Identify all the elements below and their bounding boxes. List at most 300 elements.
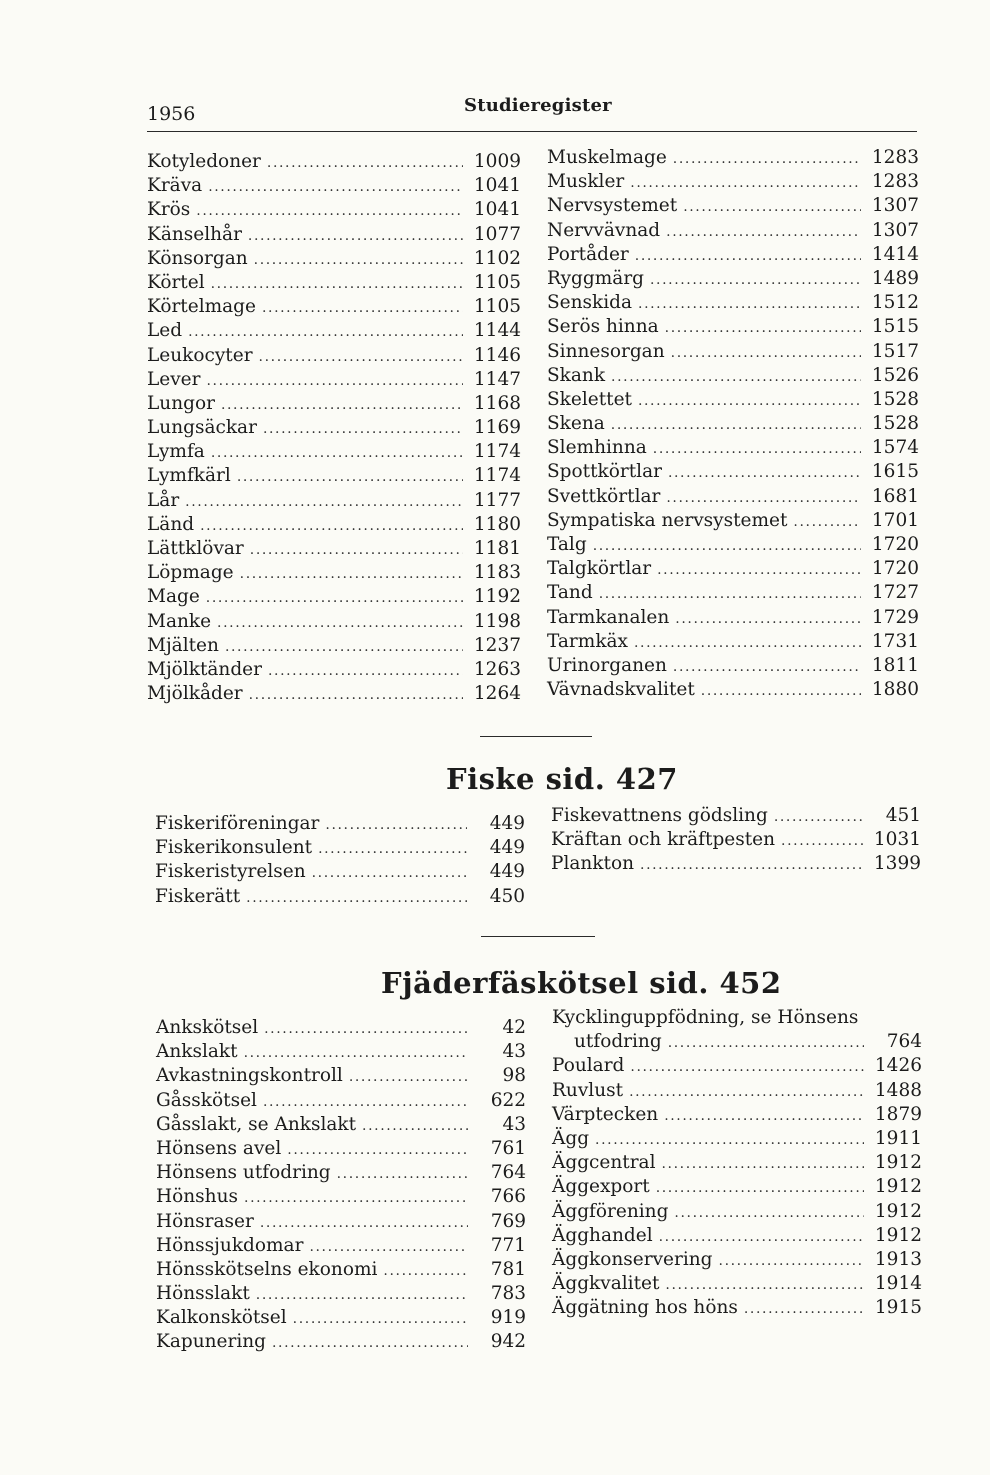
fjaderfa-column-right — [552, 1006, 922, 1320]
page-reference: 1912 — [874, 1176, 922, 1198]
page-reference: 1041 — [473, 199, 521, 221]
page-reference: 1528 — [871, 413, 919, 435]
page-reference: 1720 — [871, 558, 919, 580]
dot-leader — [774, 805, 863, 829]
page-reference: 1283 — [871, 171, 919, 193]
page-reference: 1105 — [473, 296, 521, 318]
index-term: Tarmkanalen — [547, 606, 670, 628]
index-term: Gåsslakt, se Ankslakt — [156, 1113, 357, 1135]
index-term: Mjölktänder — [147, 658, 262, 680]
page-reference: 919 — [490, 1307, 526, 1329]
dot-leader — [244, 1041, 468, 1065]
index-entry — [147, 271, 521, 295]
page-reference: 942 — [490, 1331, 526, 1353]
index-entry — [147, 223, 521, 247]
page-reference: 1912 — [874, 1152, 922, 1174]
index-entry — [147, 634, 521, 658]
index-entry — [147, 174, 521, 198]
index-entry — [147, 295, 521, 319]
page-reference: 1911 — [874, 1127, 922, 1149]
index-entry — [547, 581, 919, 605]
dot-leader — [650, 268, 861, 292]
dot-leader — [225, 635, 463, 659]
dot-leader — [629, 1080, 864, 1104]
dot-leader — [664, 1104, 864, 1128]
fiske-column-left — [155, 812, 525, 909]
index-entry — [147, 561, 521, 585]
index-term: Känselhår — [147, 223, 242, 245]
dot-leader — [673, 147, 861, 171]
index-entry — [552, 1296, 922, 1320]
index-entry — [156, 1089, 526, 1113]
index-entry — [147, 489, 521, 513]
dot-leader — [249, 683, 463, 707]
index-entry — [147, 610, 521, 634]
dot-leader — [264, 1017, 468, 1041]
dot-leader — [337, 1162, 468, 1186]
index-entry — [547, 485, 919, 509]
page-reference: 1399 — [873, 853, 921, 875]
dot-leader — [211, 272, 463, 296]
page-reference: 1913 — [874, 1248, 922, 1270]
index-term: Spottkörtlar — [547, 461, 662, 483]
index-entry — [552, 1151, 922, 1175]
index-entry — [147, 682, 521, 706]
dot-leader — [630, 1055, 864, 1079]
dot-leader — [638, 292, 861, 316]
index-term: Lymfkärl — [147, 465, 231, 487]
page-reference: 1180 — [473, 513, 521, 535]
index-term: Mage — [147, 586, 200, 608]
page-reference: 1811 — [871, 654, 919, 676]
dot-leader — [593, 534, 861, 558]
index-entry — [551, 852, 921, 876]
index-entry — [156, 1185, 526, 1209]
section-title-fjaderfa: Fjäderfäskötsel sid. 452 — [381, 966, 782, 1000]
dot-leader — [208, 175, 463, 199]
dot-leader — [268, 659, 463, 683]
index-entry — [547, 654, 919, 678]
dot-leader — [744, 1297, 864, 1321]
page-reference: 449 — [489, 837, 525, 859]
index-term: Hönsens avel — [156, 1137, 282, 1159]
page-reference: 1528 — [871, 388, 919, 410]
page-reference: 1174 — [473, 441, 521, 463]
dot-leader — [683, 195, 861, 219]
page-reference: 450 — [489, 885, 525, 907]
page-reference: 1729 — [871, 606, 919, 628]
page-reference: 1144 — [473, 320, 521, 342]
index-term: Portåder — [547, 243, 629, 265]
page-reference: 1237 — [473, 634, 521, 656]
dot-leader — [256, 1283, 468, 1307]
page-reference: 1615 — [871, 461, 919, 483]
section-divider — [480, 736, 592, 737]
index-term: Skena — [547, 413, 605, 435]
index-term: Fiskerätt — [155, 885, 241, 907]
dot-leader — [318, 837, 467, 861]
page-reference: 1488 — [874, 1079, 922, 1101]
index-entry — [547, 678, 919, 702]
page-reference: 769 — [490, 1210, 526, 1232]
index-term: Sinnesorgan — [547, 340, 665, 362]
index-entry — [547, 533, 919, 557]
index-term: Gåsskötsel — [156, 1089, 257, 1111]
index-entry — [547, 460, 919, 484]
index-term: Fiskeriföreningar — [155, 813, 320, 834]
dot-leader — [188, 320, 463, 344]
dot-leader — [349, 1065, 468, 1089]
page-reference: 1168 — [473, 392, 521, 414]
index-entry — [552, 1175, 922, 1199]
index-term: Senskida — [547, 292, 633, 314]
index-term: Ryggmärg — [547, 267, 644, 289]
dot-leader — [293, 1307, 468, 1331]
dot-leader — [211, 441, 463, 465]
index-term: Ägghandel — [552, 1224, 653, 1246]
index-term: Lymfa — [147, 441, 205, 463]
index-entry — [156, 1161, 526, 1185]
index-term: Fiskeristyrelsen — [155, 861, 306, 883]
page-reference: 771 — [490, 1234, 526, 1256]
index-entry — [552, 1103, 922, 1127]
index-entry — [552, 1272, 922, 1296]
index-entry — [547, 146, 919, 170]
index-term: Fiskevattnens gödsling — [551, 805, 768, 826]
index-entry — [156, 1234, 526, 1258]
dot-leader — [248, 224, 463, 248]
index-entry — [551, 828, 921, 852]
index-term: Lättklövar — [147, 538, 244, 559]
index-entry — [156, 1016, 526, 1040]
page-reference: 1264 — [473, 683, 521, 705]
dot-leader — [675, 607, 861, 631]
index-entry — [547, 364, 919, 388]
index-term: Körtel — [147, 271, 205, 293]
dot-leader — [630, 171, 861, 195]
page-reference: 1192 — [473, 586, 521, 608]
index-entry — [552, 1127, 922, 1151]
index-term: Lår — [147, 489, 180, 511]
dot-leader — [635, 244, 861, 268]
index-term: Muskler — [547, 171, 625, 193]
index-entry — [147, 392, 521, 416]
index-column-left — [147, 150, 521, 706]
index-entry — [547, 315, 919, 339]
index-term: Hönssjukdomar — [156, 1234, 304, 1256]
page-reference: 1263 — [473, 658, 521, 680]
index-term: Poulard — [552, 1055, 625, 1077]
fjaderfa-column-left — [156, 1016, 526, 1355]
index-term: Led — [147, 320, 183, 342]
section-divider — [481, 936, 595, 937]
index-entry — [547, 267, 919, 291]
index-entry — [147, 416, 521, 440]
page-reference: 783 — [490, 1283, 526, 1305]
index-entry — [156, 1113, 526, 1137]
dot-leader — [250, 538, 463, 562]
dot-leader — [206, 369, 463, 393]
dot-leader — [309, 1235, 468, 1259]
index-term: Äggexport — [552, 1176, 650, 1198]
dot-leader — [254, 248, 463, 272]
index-term: Urinorganen — [547, 654, 667, 676]
index-term: Slemhinna — [547, 437, 647, 459]
dot-leader — [668, 1031, 864, 1055]
index-entry — [547, 509, 919, 533]
index-term: Lungor — [147, 392, 215, 414]
page-reference: 1307 — [871, 195, 919, 217]
page-reference: 1489 — [871, 267, 919, 289]
index-entry — [547, 436, 919, 460]
index-term: Muskelmage — [547, 147, 667, 168]
page-reference: 43 — [502, 1113, 526, 1135]
page-reference: 1426 — [874, 1055, 922, 1077]
index-column-right — [547, 146, 919, 702]
dot-leader — [662, 1152, 865, 1176]
page-reference: 1041 — [473, 175, 521, 197]
page-reference: 622 — [490, 1089, 526, 1111]
index-term: utfodring — [574, 1031, 662, 1053]
fiske-column-right — [551, 804, 921, 877]
index-term: Lever — [147, 368, 201, 390]
index-term: Avkastningskontroll — [156, 1065, 343, 1087]
page-reference: 1880 — [871, 679, 919, 701]
dot-leader — [267, 151, 463, 175]
page-reference: 1105 — [473, 271, 521, 293]
dot-leader — [325, 813, 467, 837]
dot-leader — [638, 389, 861, 413]
index-term: Länd — [147, 513, 195, 535]
page-reference: 1174 — [473, 465, 521, 487]
page-number: 1956 — [147, 103, 196, 125]
index-entry — [551, 804, 921, 828]
index-entry — [547, 243, 919, 267]
index-entry — [547, 194, 919, 218]
page-reference: 1183 — [473, 562, 521, 584]
dot-leader — [701, 679, 861, 703]
index-entry — [547, 291, 919, 315]
page-reference: 1731 — [871, 630, 919, 652]
index-term: Nervsystemet — [547, 195, 678, 217]
page-reference: 1283 — [871, 147, 919, 168]
index-entry — [547, 170, 919, 194]
page-reference: 1009 — [473, 151, 521, 172]
dot-leader — [237, 465, 463, 489]
dot-leader — [259, 345, 463, 369]
index-term: Hönsraser — [156, 1210, 254, 1232]
page-reference: 1177 — [473, 489, 521, 511]
index-term: Mjälten — [147, 634, 219, 656]
page-reference: 1512 — [871, 292, 919, 314]
dot-leader — [634, 631, 861, 655]
page-reference: 1526 — [871, 364, 919, 386]
index-entry — [147, 585, 521, 609]
page-reference: 43 — [502, 1041, 526, 1063]
page-reference: 1414 — [871, 243, 919, 265]
index-term: Tarmkäx — [547, 630, 628, 652]
page-reference: 1720 — [871, 534, 919, 555]
index-entry — [156, 1210, 526, 1234]
index-entry — [156, 1064, 526, 1088]
index-term: Skelettet — [547, 388, 632, 410]
dot-leader — [206, 586, 463, 610]
dot-leader — [781, 829, 863, 853]
dot-leader — [665, 1273, 864, 1297]
dot-leader — [196, 199, 463, 223]
index-term: Äggkonservering — [552, 1248, 713, 1270]
page-reference: 1307 — [871, 219, 919, 241]
dot-leader — [653, 437, 861, 461]
index-entry — [547, 412, 919, 436]
index-entry — [552, 1006, 922, 1030]
dot-leader — [287, 1138, 468, 1162]
dot-leader — [666, 220, 861, 244]
dot-leader — [640, 853, 863, 877]
index-entry — [147, 537, 521, 561]
index-entry — [147, 319, 521, 343]
page-reference: 764 — [490, 1162, 526, 1184]
index-entry — [156, 1258, 526, 1282]
index-entry — [547, 340, 919, 364]
index-entry — [147, 247, 521, 271]
page-reference: 761 — [490, 1137, 526, 1159]
index-entry — [547, 219, 919, 243]
index-term: Hönsslakt — [156, 1283, 250, 1305]
header-rule — [147, 131, 917, 132]
index-term: Plankton — [551, 853, 635, 875]
page-reference: 1915 — [874, 1297, 922, 1319]
page-reference: 1701 — [871, 509, 919, 531]
page-reference: 449 — [489, 861, 525, 883]
index-entry — [147, 150, 521, 174]
index-term: Kräftan och kräftpesten — [551, 829, 776, 851]
index-entry — [547, 388, 919, 412]
index-entry — [552, 1054, 922, 1078]
index-entry — [155, 836, 525, 860]
index-entry — [147, 198, 521, 222]
index-term: Kycklinguppfödning, se Hönsens — [552, 1007, 859, 1028]
page-reference: 1181 — [473, 538, 521, 559]
index-entry — [147, 513, 521, 537]
index-term: Talgkörtlar — [547, 558, 652, 580]
page-reference: 42 — [502, 1017, 526, 1038]
index-term: Kräva — [147, 175, 203, 197]
index-entry — [156, 1306, 526, 1330]
index-term: Äggcentral — [552, 1152, 656, 1174]
index-entry — [155, 860, 525, 884]
dot-leader — [659, 1225, 864, 1249]
index-entry — [552, 1224, 922, 1248]
index-term: Ruvlust — [552, 1079, 624, 1101]
page-reference: 1198 — [473, 610, 521, 632]
page-reference: 1574 — [871, 437, 919, 459]
index-entry — [552, 1030, 922, 1054]
index-term: Skank — [547, 364, 606, 386]
index-term: Kalkonskötsel — [156, 1307, 287, 1329]
index-entry — [552, 1200, 922, 1224]
dot-leader — [272, 1331, 468, 1355]
page-reference: 1914 — [874, 1273, 922, 1295]
dot-leader — [246, 886, 467, 910]
dot-leader — [221, 393, 463, 417]
page-reference: 449 — [489, 813, 525, 834]
index-entry — [552, 1248, 922, 1272]
index-entry — [147, 368, 521, 392]
index-entry — [156, 1040, 526, 1064]
dot-leader — [200, 514, 463, 538]
dot-leader — [240, 562, 463, 586]
section-title-fiske: Fiske sid. 427 — [446, 762, 678, 796]
index-term: Vävnadskvalitet — [547, 679, 695, 701]
index-entry — [147, 440, 521, 464]
dot-leader — [217, 611, 463, 635]
index-entry — [155, 885, 525, 909]
page-reference: 1912 — [874, 1200, 922, 1222]
page-reference: 451 — [885, 805, 921, 826]
index-term: Nervvävnad — [547, 219, 661, 241]
page-reference: 766 — [490, 1186, 526, 1208]
index-term: Tand — [547, 582, 593, 604]
page-reference: 1515 — [871, 316, 919, 338]
index-entry — [156, 1137, 526, 1161]
dot-leader — [674, 1201, 864, 1225]
index-term: Krös — [147, 199, 191, 221]
dot-leader — [793, 510, 861, 534]
index-term: Äggkvalitet — [552, 1273, 660, 1295]
index-entry — [156, 1330, 526, 1354]
index-term: Manke — [147, 610, 212, 632]
index-term: Leukocyter — [147, 344, 253, 366]
page-reference: 1102 — [473, 247, 521, 269]
dot-leader — [665, 316, 861, 340]
dot-leader — [719, 1249, 864, 1273]
dot-leader — [656, 1176, 864, 1200]
index-entry — [147, 658, 521, 682]
index-term: Sympatiska nervsystemet — [547, 509, 788, 531]
page-reference: 1031 — [873, 829, 921, 851]
index-term: Kotyledoner — [147, 151, 261, 172]
index-entry — [155, 812, 525, 836]
page-reference: 764 — [886, 1031, 922, 1053]
index-term: Könsorgan — [147, 247, 248, 269]
index-entry — [147, 464, 521, 488]
dot-leader — [611, 365, 861, 389]
index-term: Ankslakt — [156, 1041, 238, 1063]
page-reference: 1912 — [874, 1224, 922, 1246]
dot-leader — [599, 582, 861, 606]
dot-leader — [262, 296, 463, 320]
page-reference: 1169 — [473, 417, 521, 439]
page-reference: 1077 — [473, 223, 521, 245]
index-term: Hönshus — [156, 1186, 239, 1208]
index-term: Svettkörtlar — [547, 485, 661, 507]
dot-leader — [244, 1186, 468, 1210]
index-term: Äggätning hos höns — [552, 1297, 738, 1319]
dot-leader — [263, 417, 463, 441]
index-term: Hönsens utfodring — [156, 1162, 331, 1184]
index-entry — [547, 606, 919, 630]
index-term: Körtelmage — [147, 296, 256, 318]
index-entry — [147, 344, 521, 368]
dot-leader — [673, 655, 861, 679]
index-term: Serös hinna — [547, 316, 659, 338]
dot-leader — [611, 413, 861, 437]
dot-leader — [263, 1090, 468, 1114]
index-term: Äggförening — [552, 1200, 669, 1222]
index-term: Värptecken — [552, 1103, 659, 1125]
dot-leader — [668, 461, 861, 485]
